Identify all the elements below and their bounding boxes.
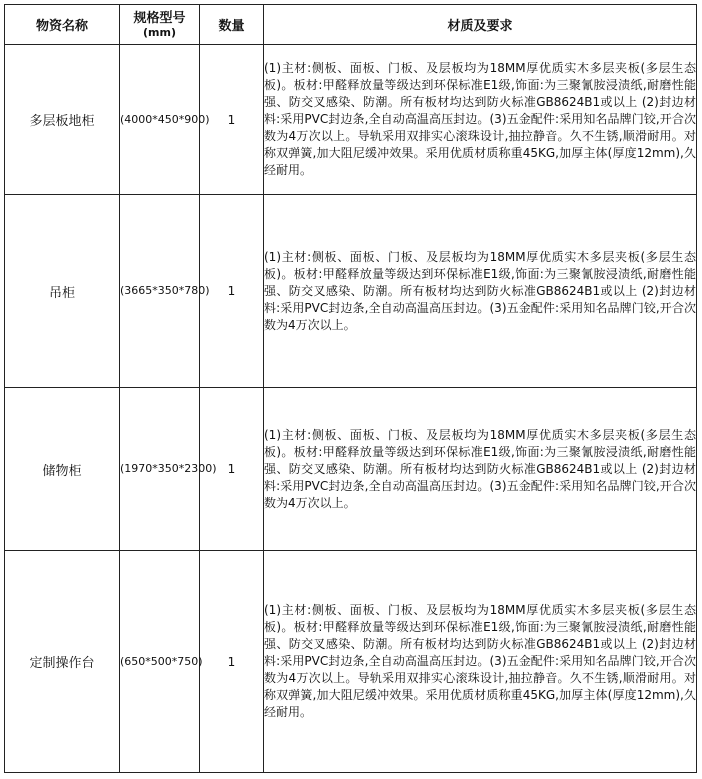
header-model <box>120 5 200 45</box>
table-row <box>5 388 697 551</box>
header-name: 物资名称 <box>5 5 120 45</box>
header-requirements: 材质及要求 <box>264 5 697 45</box>
table-header-row <box>5 5 697 45</box>
table-row <box>5 195 697 388</box>
item-name: 定制操作台 <box>5 551 120 773</box>
header-qty: 数量 <box>200 5 264 45</box>
item-quantity: 1 <box>200 551 264 773</box>
item-model: (650*500*750) <box>120 551 200 773</box>
item-model: (1970*350*2300) <box>120 388 200 551</box>
item-quantity: 1 <box>200 45 264 195</box>
header-model-unit: (mm) <box>143 25 176 39</box>
item-requirements: (1)主材:侧板、面板、门板、及层板均为18MM厚优质实木多层夹板(多层生态板)。板材:甲醛释放量等级达到环保标准E1级,饰面:为三聚氰胺浸渍纸,耐磨性能强、防交叉感染、防潮。所有板材均达到防火标准GB8624B1或以上 (2)封边材料:采用PVC封边条,全自动高温高压封边。(3)五金配件:采用知名品牌门铰,开合次数为4万次以上。导轨采用双排实心滚珠设计,抽拉静音。久不生锈,顺滑耐用。对称双弹簧,加大阻尼缓冲效果。采用优质材质称重45KG,加厚主体(厚度12mm),久经耐用。 <box>264 45 697 195</box>
table-row <box>5 45 697 195</box>
item-quantity: 1 <box>200 195 264 388</box>
materials-table <box>4 4 697 773</box>
item-name: 储物柜 <box>5 388 120 551</box>
table-row <box>5 551 697 773</box>
item-model: (4000*450*900) <box>120 45 200 195</box>
header-model-label: 规格型号 <box>133 10 186 26</box>
item-name: 吊柜 <box>5 195 120 388</box>
item-name: 多层板地柜 <box>5 45 120 195</box>
item-model: (3665*350*780) <box>120 195 200 388</box>
item-requirements: (1)主材:侧板、面板、门板、及层板均为18MM厚优质实木多层夹板(多层生态板)。板材:甲醛释放量等级达到环保标准E1级,饰面:为三聚氰胺浸渍纸,耐磨性能强、防交叉感染、防潮。所有板材均达到防火标准GB8624B1或以上 (2)封边材料:采用PVC封边条,全自动高温高压封边。(3)五金配件:采用知名品牌门铰,开合次数为4万次以上。导轨采用双排实心滚珠设计,抽拉静音。久不生锈,顺滑耐用。对称双弹簧,加大阻尼缓冲效果。采用优质材质称重45KG,加厚主体(厚度12mm),久经耐用。 <box>264 551 697 773</box>
item-requirements: (1)主材:侧板、面板、门板、及层板均为18MM厚优质实木多层夹板(多层生态板)。板材:甲醛释放量等级达到环保标准E1级,饰面:为三聚氰胺浸渍纸,耐磨性能强、防交叉感染、防潮。所有板材均达到防火标准GB8624B1或以上 (2)封边材料:采用PVC封边条,全自动高温高压封边。(3)五金配件:采用知名品牌门铰,开合次数为4万次以上。 <box>264 195 697 388</box>
item-requirements: (1)主材:侧板、面板、门板、及层板均为18MM厚优质实木多层夹板(多层生态板)。板材:甲醛释放量等级达到环保标准E1级,饰面:为三聚氰胺浸渍纸,耐磨性能强、防交叉感染、防潮。所有板材均达到防火标准GB8624B1或以上 (2)封边材料:采用PVC封边条,全自动高温高压封边。(3)五金配件:采用知名品牌门铰,开合次数为4万次以上。 <box>264 388 697 551</box>
item-quantity: 1 <box>200 388 264 551</box>
